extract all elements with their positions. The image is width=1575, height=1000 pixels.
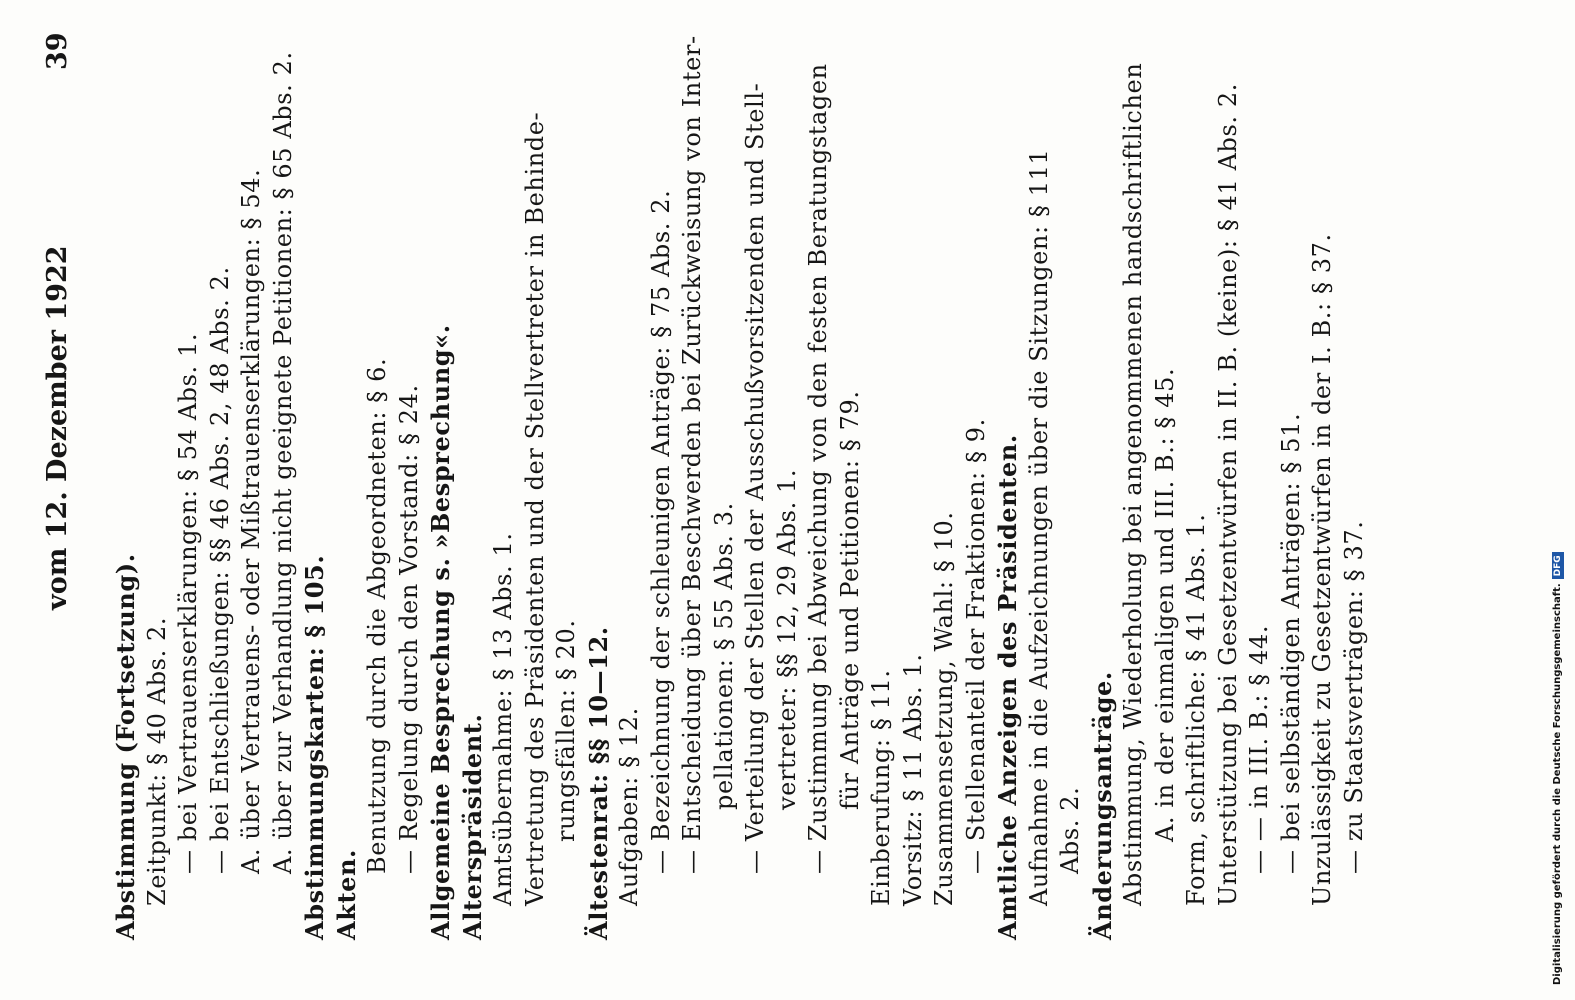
digitization-text: Digitalisierung gefördert durch die Deutsche Forschungsgemeinschaft. xyxy=(1552,583,1563,985)
index-entry: Zeitpunkt: § 40 Abs. 2. xyxy=(142,616,171,906)
digitization-note xyxy=(1552,552,1564,985)
index-entry: — bei Vertrauenserklärungen: § 54 Abs. 1. xyxy=(174,332,202,874)
index-entry: Abs. 2. xyxy=(1056,786,1084,874)
index-entry: für Anträge und Petitionen: § 79. xyxy=(835,390,864,810)
running-header xyxy=(42,32,82,940)
index-entry: — Regelung durch den Vorstand: § 24. xyxy=(394,384,423,874)
index-entry: pellationen: § 55 Abs. 3. xyxy=(709,502,738,810)
index-entry: — Zustimmung bei Abweichung von den festen Beratungstagen xyxy=(804,63,832,874)
index-entry: — Verteilung der Stellen der Ausschußvorsitzenden und Stell- xyxy=(741,82,769,874)
index-heading: Abstimmung (Fortsetzung). xyxy=(111,553,140,940)
index-heading: Ältestenrat: §§ 10—12. xyxy=(583,626,613,940)
index-entry: — — in III. B.: § 44. xyxy=(1245,624,1273,874)
index-entry: Vertretung des Präsidenten und der Stellvertreter in Behinde- xyxy=(520,111,549,906)
index-heading: Allgemeine Besprechung s. »Besprechung«. xyxy=(426,324,455,940)
page-number: 39 xyxy=(42,32,73,70)
index-entry: rungsfällen: § 20. xyxy=(552,619,580,842)
index-entry: Zusammensetzung, Wahl: § 10. xyxy=(930,511,958,906)
dfg-logo: DFG xyxy=(1552,552,1564,579)
index-heading: Abstimmungskarten: § 105. xyxy=(300,554,329,940)
index-entry: Vorsitz: § 11 Abs. 1. xyxy=(898,653,927,906)
index-entry: — Bezeichnung der schleunigen Anträge: § 75 Abs. 2. xyxy=(646,189,675,874)
index-entry: — Entscheidung über Beschwerden bei Zurückweisung von Inter- xyxy=(678,35,706,874)
index-entry: Unterstützung bei Gesetzentwürfen in II. B. (keine): § 41 Abs. 2. xyxy=(1213,83,1242,906)
index-entry: Benutzung durch die Abgeordneten: § 6. xyxy=(363,357,391,874)
header-title: vom 12. Dezember 1922 xyxy=(42,245,73,610)
index-heading: Akten. xyxy=(331,848,361,940)
index-heading: Alterspräsident. xyxy=(457,713,487,940)
index-heading: Änderungsanträge. xyxy=(1087,671,1117,940)
index-entry: Form, schriftliche: § 41 Abs. 1. xyxy=(1182,513,1210,906)
index-entry: — bei selbständigen Anträgen: § 51. xyxy=(1276,412,1305,874)
index-entry: Amtsübernahme: § 13 Abs. 1. xyxy=(489,532,517,906)
index-entry: A. über zur Verhandlung nicht geeignete Petitionen: § 65 Abs. 2. xyxy=(268,51,297,874)
index-entry: Abstimmung, Wiederholung bei angenommenen handschriftlichen xyxy=(1119,62,1147,906)
index-entry: A. über Vertrauens- oder Mißtrauenserklärungen: § 54. xyxy=(237,168,265,874)
index-entry: vertreter: §§ 12, 29 Abs. 1. xyxy=(772,468,801,810)
index-entry: — zu Staatsverträgen: § 37. xyxy=(1339,520,1368,874)
index-entry: A. in der einmaligen und III. B.: § 45. xyxy=(1150,367,1179,842)
rotated-page-content xyxy=(42,32,1368,940)
index-entry: Aufgaben: § 12. xyxy=(615,707,643,906)
index-entry: — bei Entschließungen: §§ 46 Abs. 2, 48 Abs. 2. xyxy=(205,266,234,874)
index-entry: Einberufung: § 11. xyxy=(867,669,895,906)
index-entry: Unzulässigkeit zu Gesetzentwürfen in der I. B.: § 37. xyxy=(1308,233,1336,906)
index-entry: Aufnahme in die Aufzeichnungen über die Sitzungen: § 111 xyxy=(1024,148,1053,906)
index-entry: — Stellenanteil der Fraktionen: § 9. xyxy=(961,418,990,874)
index-entries xyxy=(110,35,1370,940)
index-heading: Amtliche Anzeigen des Präsidenten. xyxy=(993,434,1022,940)
